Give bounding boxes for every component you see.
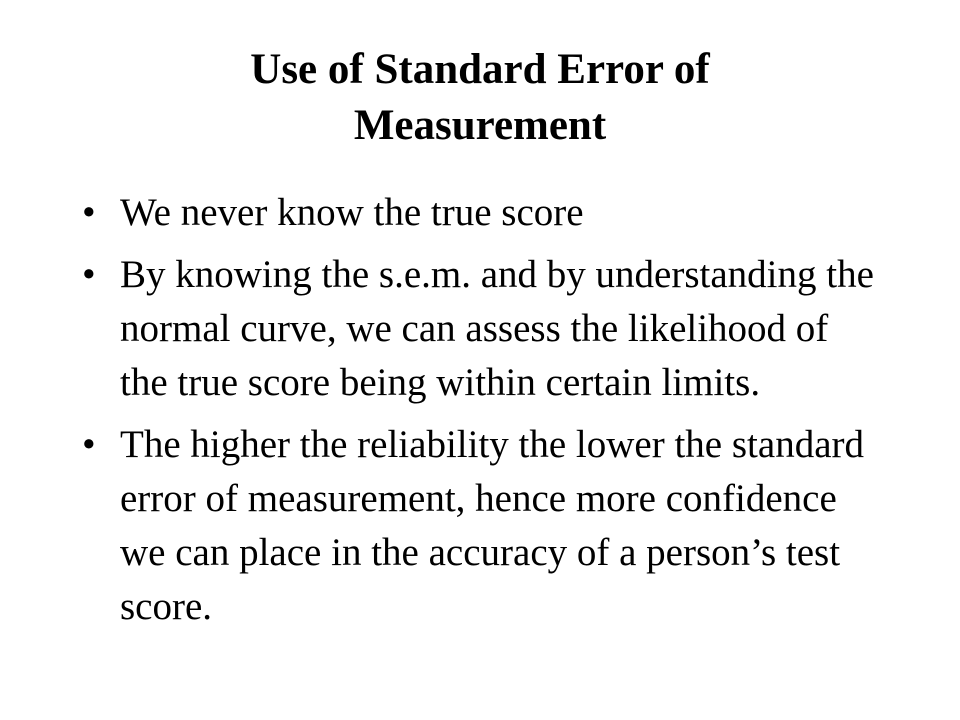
bullet-item-sem-normal-curve [82,248,882,410]
slide-title [90,42,870,154]
bullet-text: We never know the true score [120,191,584,234]
bullet-dot-icon: • [82,253,96,296]
bullet-text: By knowing the s.e.m. and by understanding the normal curve, we can assess the likelihood of the true score being within certain limits. [120,253,874,404]
bullet-item-true-score [82,186,882,240]
slide-title-line-2: Measurement [353,102,607,149]
bullet-dot-icon: • [82,191,96,234]
bullet-dot-icon: • [82,423,96,466]
slide-title-line-1: Use of Standard Error of [250,46,710,93]
bullet-item-reliability [82,418,882,634]
bullet-text: The higher the reliability the lower the standard error of measurement, hence more confidence we can place in the accuracy of a person’s test score. [120,423,864,628]
bullet-list [82,186,882,642]
